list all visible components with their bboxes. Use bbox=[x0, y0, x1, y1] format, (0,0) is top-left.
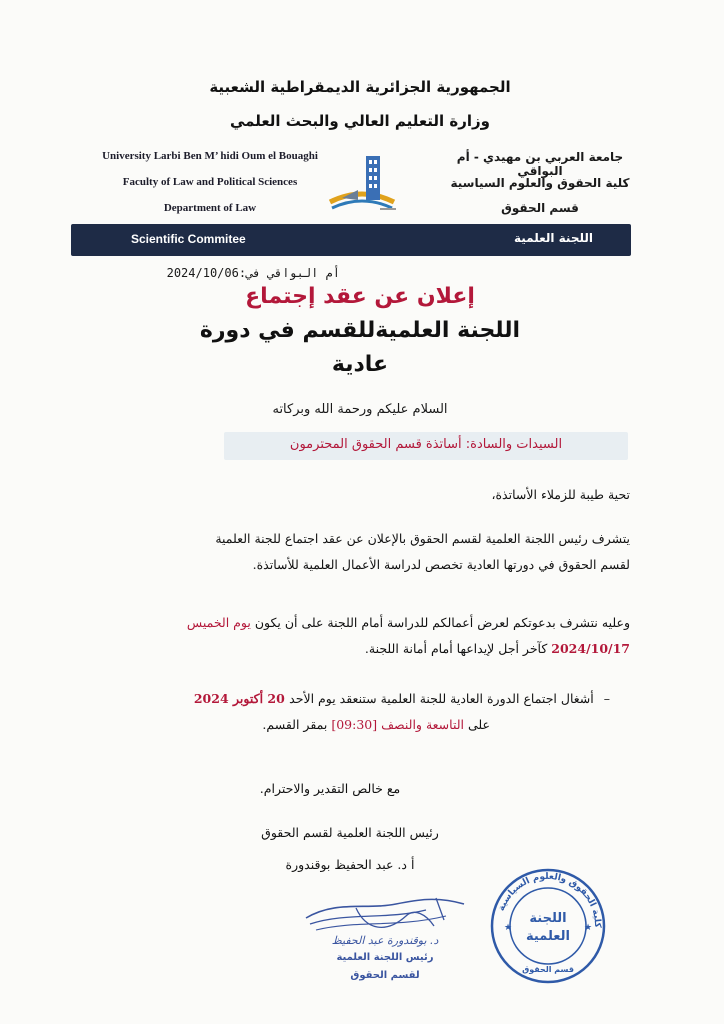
announcement-subtitle: اللجنة العلميةللقسم في دورة bbox=[199, 318, 521, 343]
paragraph-1-line-1: يتشرف رئيس اللجنة العلمية لقسم الحقوق بالإعلان عن عقد اجتماع للجنة العلمية bbox=[215, 531, 630, 546]
stamp-center-1: اللجنة bbox=[529, 911, 567, 926]
meeting-line-1 bbox=[80, 686, 610, 712]
announcement-subtitle-2: عادية bbox=[331, 352, 389, 377]
paragraph-2-line-1 bbox=[80, 610, 630, 636]
paragraph-2-text-2: كآخر أجل لإيداعها أمام أمانة اللجنة. bbox=[364, 641, 552, 656]
republic-title: الجمهورية الجزائرية الديمقراطية الشعبية bbox=[209, 78, 511, 96]
handwritten-name: د. بوقندورة عبد الحفيظ bbox=[331, 934, 439, 947]
stamp-ring-text: كلية الحقوق والعلوم السياسية bbox=[496, 871, 603, 928]
department-en: Department of Law bbox=[163, 202, 257, 214]
faculty-en: Faculty of Law and Political Sciences bbox=[122, 176, 298, 188]
signatory-role: رئيس اللجنة العلمية لقسم الحقوق bbox=[261, 825, 439, 840]
handwritten-role-2: لقسم الحقوق bbox=[350, 970, 420, 981]
stamp-star-right: ★ bbox=[584, 923, 593, 933]
meeting-bullet bbox=[80, 686, 610, 738]
university-ar: جامعة العربي بن مهيدي - أم البواقي bbox=[456, 150, 624, 178]
deadline-date: 2024/10/17 bbox=[551, 641, 630, 656]
paragraph-2-text: وعليه نتشرف بدعوتكم لعرض أعمالكم للدراسة أمام اللجنة على أن يكون bbox=[254, 615, 630, 630]
meeting-text: أشغال اجتماع الدورة العادية للجنة العلمية ستنعقد يوم الأحد bbox=[289, 691, 594, 706]
banner-english: Scientific Commitee bbox=[131, 232, 246, 246]
salutation: تحية طيبة للزملاء الأساتذة، bbox=[491, 487, 630, 502]
stamp-bottom: قسم الحقوق bbox=[522, 965, 574, 974]
date-line: أم البواقي في:2024/10/06 bbox=[166, 266, 340, 280]
official-stamp bbox=[488, 866, 608, 986]
addressee-main: أساتذة قسم الحقوق المحترمون bbox=[289, 437, 466, 452]
paragraph-2-line-2 bbox=[80, 636, 630, 662]
paragraph-1 bbox=[80, 526, 630, 578]
meeting-place: بمقر القسم. bbox=[262, 717, 332, 732]
banner-arabic: اللجنة العلمية bbox=[513, 231, 593, 245]
stamp-center-2: العلمية bbox=[526, 929, 570, 944]
meeting-text-2: على bbox=[467, 717, 490, 732]
stamp-star-left: ★ bbox=[504, 923, 513, 933]
deadline-day: يوم الخميس bbox=[186, 615, 255, 630]
bullet-dash: – bbox=[603, 691, 610, 706]
addressee-prefix: السيدات والسادة: bbox=[465, 437, 563, 452]
handwritten-role-1: رئيس اللجنة العلمية bbox=[336, 952, 434, 963]
university-en: University Larbi Ben M’ hidi Oum el Bouaghi bbox=[102, 150, 318, 162]
ministry-title: وزارة التعليم العالي والبحث العلمي bbox=[229, 112, 491, 130]
committee-banner bbox=[71, 224, 631, 256]
closing: مع خالص التقدير والاحترام. bbox=[259, 781, 401, 796]
announcement-title: إعلان عن عقد إجتماع bbox=[245, 284, 475, 309]
paragraph-1-line-2: لقسم الحقوق في دورتها العادية تخصص لدراسة الأعمال العلمية للأساتذة. bbox=[252, 557, 630, 572]
addressee bbox=[224, 437, 628, 452]
stamp-graphic bbox=[488, 866, 608, 986]
meeting-date: 20 أكتوبر 2024 bbox=[193, 691, 290, 706]
faculty-ar: كلية الحقوق والعلوم السياسية bbox=[450, 176, 630, 190]
department-ar: قسم الحقوق bbox=[501, 201, 579, 215]
greeting: السلام عليكم ورحمة الله وبركاته bbox=[272, 402, 448, 417]
meeting-time: التاسعة والنصف [09:30] bbox=[331, 717, 468, 732]
paragraph-2 bbox=[80, 610, 630, 662]
signatory-name: أ د. عبد الحفيظ بوقندورة bbox=[285, 857, 415, 872]
meeting-line-2 bbox=[80, 712, 610, 738]
university-logo bbox=[322, 150, 402, 220]
